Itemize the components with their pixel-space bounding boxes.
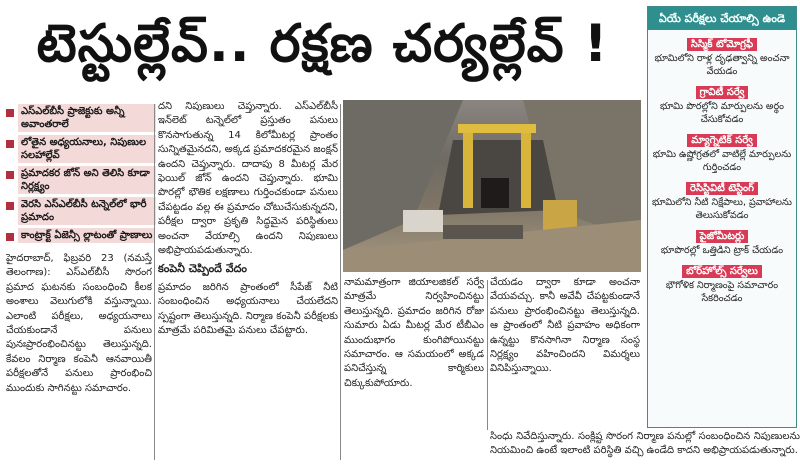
- sidebar-item: [652, 259, 792, 305]
- bullet-text: వెరసి ఎస్‌ఎల్‌బీసీ టన్నెల్‌లో భారీ ప్రమాదం: [18, 197, 156, 225]
- article-column-5: సింధు నివేదిస్తున్నారు. సంక్లిష్ట సొరంగ నిర్మాణ పనుల్లో సంబంధించిన నిపుణులను నియమించి ఉంటే ఇలాంటి పరిస్థితి వచ్చి ఉండేది కాదని అభిప్రాయపడుతున్నారు.: [490, 431, 800, 457]
- article-column-1: హైదరాబాద్, ఫిబ్రవరి 23 (నమస్తే తెలంగాణ): ఎస్‌ఎల్‌బీసీ సొరంగ ప్రమాద ఘటనకు సంబంధించి కీలక అంశాలు వెలుగులోకి వస్తున్నాయి. ఎలాంటి పరీక్షలు, అధ్యయనాలు చేయకుండానే పనులు పునఃప్రారంభించినట్టు తెలుస్తున్నది. కేవలం నిర్మాణ కంపెనీ ఆనవాయితీ పరీక్షలతోనే పనులు ప్రారంభించి ముందుకు సాగినట్టు సమాచారం.: [6, 253, 152, 394]
- square-bullet-icon: [6, 171, 14, 179]
- column-divider: [487, 280, 488, 430]
- test-name-badge: రెసిస్టివిటీ టెస్టింగ్: [686, 182, 758, 195]
- sidebar-title: ఏయే పరీక్షలు చేయాల్సి ఉండె: [648, 7, 796, 30]
- article-column-2: [158, 100, 338, 462]
- square-bullet-icon: [6, 233, 14, 241]
- article-paragraph: ప్రమాదం జరిగిన ప్రాంతంలో సీపేజ్‌ నీటి సంబంధించిన అధ్యయనాలు చేయలేదని స్పష్టంగా తెలుస్తున్నది. నిర్మాణ కంపెనీ పరీక్షలకు మాత్రమే పరిమితమై పనులు చేపట్టారు.: [158, 281, 338, 337]
- bullet-list: [6, 104, 156, 252]
- test-description: భౌగోళిక నిర్మాణంపై సమాచారం సేకరించడం: [665, 280, 779, 304]
- bullet-text: కాంట్రాక్ట్ ఏజెన్సీ ల్లాటంతో ప్రాణాలు: [18, 228, 155, 243]
- test-name-badge: పైజోమీటర్లు: [696, 230, 749, 243]
- test-name-badge: మ్యాగ్నెటిక్ సర్వే: [687, 134, 757, 147]
- column-divider: [154, 104, 155, 460]
- article-paragraph: దని నిపుణులు చెప్తున్నారు. ఎస్‌ఎల్‌బీసీ ఇన్‌లెట్ టన్నెల్‌లో ప్రస్తుతం పనులు కొనసాగుతున్న 14 కిలోమీటర్ల ప్రాంతం సున్నితమైనదని, అక్కడ ప్రమాదకరమైన జంక్షన్ ఉందని చెప్తున్నారు. దాదాపు 8 మీటర్ల మేర ఫెయిల్ జోన్ ఉందని చెప్తున్నారు. భూమి పొరల్లో భౌతిక లక్షణాలు గుర్తించకుండా పనులు చేపట్టడం వల్ల ఈ ప్రమాదం చోటుచేసుకున్నదని, పరీక్షల ద్వారా ప్రకృతి సిద్ధమైన పరిస్థితులు అంచనా వేయాల్సి ఉందని నిపుణులు అభిప్రాయపడుతున్నారు.: [158, 101, 338, 257]
- column-divider: [340, 104, 341, 460]
- article-column-3: నామమాత్రంగా జియాలజికల్ సర్వే మాత్రమే నిర్వహించినట్టు తెలుస్తున్నది. ప్రమాదం జరిగిన రోజు సుమారు ఏడు మీటర్ల మేర టీబీఎం ముందుభాగం కుంగిపోయినట్టు సమాచారం. ఆ సమయంలో అక్కడ పనిచేస్తున్న కార్మికులు చిక్కుకుపోయారు.: [344, 277, 484, 389]
- list-item: [6, 166, 156, 194]
- test-name-badge: సిస్మిక్ టోమోగ్రఫీ: [687, 38, 757, 51]
- test-description: భూపొరల్లో ఒత్తిడిని ట్రాక్ చేయడం: [660, 245, 784, 256]
- test-description: భూమిలోని రాళ్ల దృఢత్వాన్ని అంచనా వేయడం: [654, 53, 790, 77]
- square-bullet-icon: [6, 202, 14, 210]
- article-column-4: చేయడం ద్వారా కూడా అంచనా వేయవచ్చు. కానీ అవేవీ చేపట్టకుండానే పనులు ప్రారంభించినట్టు తెలుస్తున్నది. ఆ ప్రాంతంలో నీటి ప్రవాహం అధికంగా ఉన్నట్టు కొనసాగినా నిర్మాణ సంస్థ నిర్లక్ష్యం వహించిందని విమర్శలు వినిపిస్తున్నాయి.: [490, 277, 640, 375]
- square-bullet-icon: [6, 140, 14, 148]
- test-description: భూమి పొరల్లోని మార్పులను అర్థం చేసుకోవడం: [659, 101, 784, 125]
- sidebar-item: [652, 224, 792, 257]
- sidebar-item: [652, 80, 792, 126]
- list-item: [6, 104, 156, 132]
- headline: టెస్టుల్లేవ్.. రక్షణ చర్యల్లేవ్ !: [36, 13, 609, 74]
- tunnel-photo: [343, 100, 641, 272]
- list-item: [6, 197, 156, 225]
- list-item: [6, 135, 156, 163]
- sidebar-item: [652, 176, 792, 222]
- test-name-badge: గ్రావిటీ సర్వే: [696, 86, 749, 99]
- sidebar-item: [652, 32, 792, 78]
- bullet-text: లోతైన అధ్యయనాలు, నిపుణుల సలహాల్లేవ్: [18, 135, 156, 163]
- bullet-text: ప్రమాదకర జోన్ అని తెలిసి కూడా నిర్లక్ష్యం: [18, 166, 156, 194]
- square-bullet-icon: [6, 109, 14, 117]
- tests-sidebar: [647, 6, 797, 428]
- test-name-badge: బోర్‌హోల్స్ సర్వేలు: [682, 265, 762, 278]
- section-subheading: కంపెనీ చెప్పిందే వేదం: [158, 262, 247, 276]
- test-description: భూమి ఉష్ణోగ్రతలో వాటిల్లే మార్పులను గుర్తించడం: [652, 149, 792, 173]
- bullet-text: ఎస్‌ఎల్‌బీసీ ప్రాజెక్టుకు అన్నీ అవాంతరాలే: [18, 104, 156, 132]
- test-description: భూమిలోని నీటి నిక్షేపాలు, ప్రవాహాలను తెలుసుకోవడం: [652, 197, 792, 221]
- list-item: [6, 228, 156, 243]
- sidebar-item: [652, 128, 792, 174]
